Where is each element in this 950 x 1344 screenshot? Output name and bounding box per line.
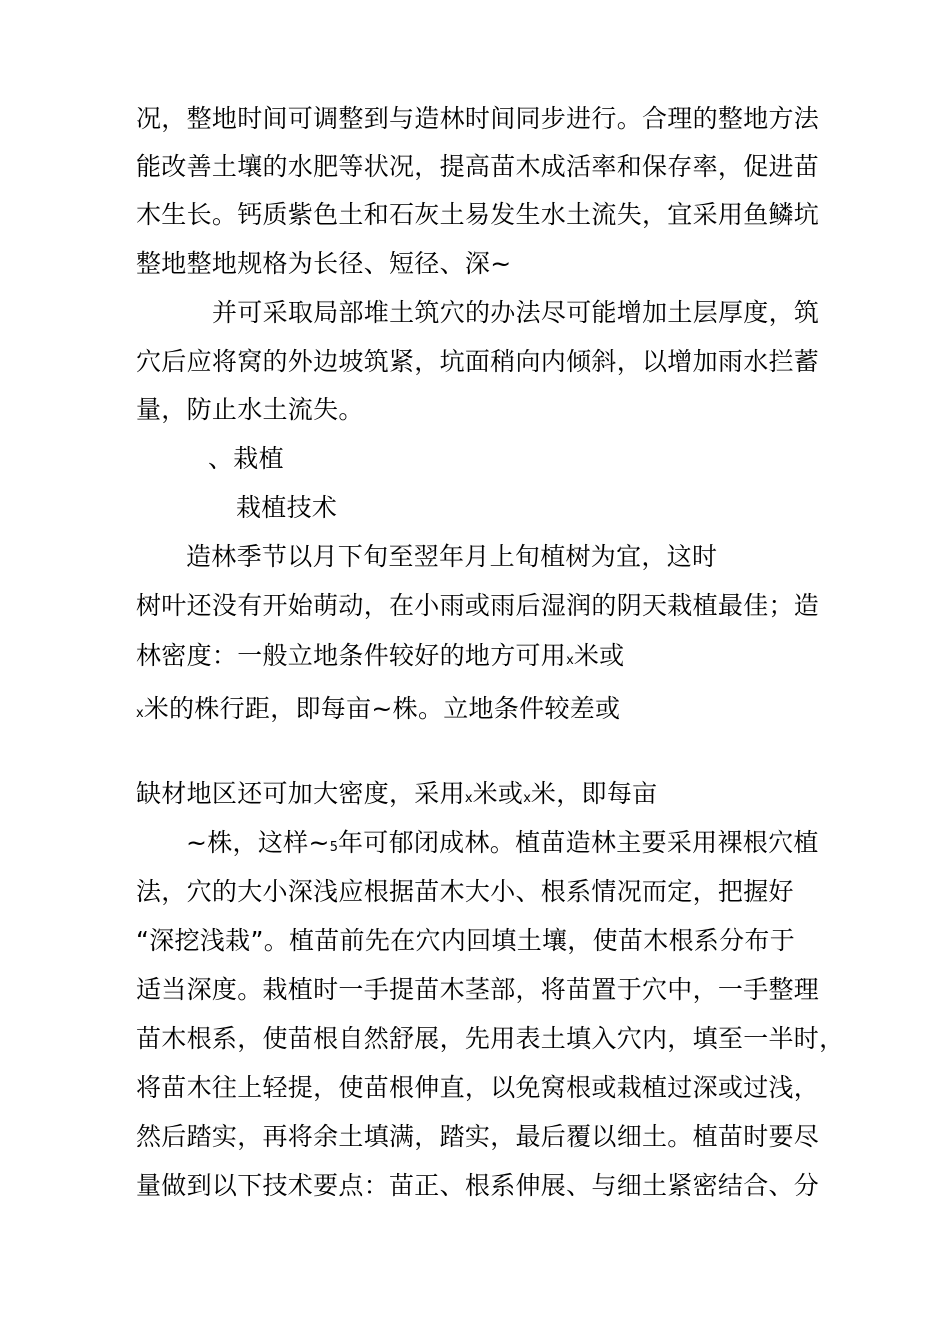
paragraph-line: “深挖浅栽”。植苗前先在穴内回填土壤，使苗木根系分布于 — [136, 926, 796, 955]
paragraph-line: 然后踏实，再将余土填满，踏实，最后覆以细土。植苗时要尽 — [136, 1122, 820, 1151]
paragraph-line: 造林季节以月下旬至翌年月上旬植树为宜，这时 — [186, 542, 718, 571]
paragraph-line: 能改善土壤的水肥等状况，提高苗木成活率和保存率，促进苗 — [136, 152, 820, 181]
paragraph-line: 况，整地时间可调整到与造林时间同步进行。合理的整地方法 — [136, 104, 820, 133]
paragraph-line: 适当深度。栽植时一手提苗木茎部，将苗置于穴中，一手整理 — [136, 975, 820, 1004]
paragraph-line: 林密度：一般立地条件较好的地方可用x米或 — [136, 641, 625, 670]
paragraph-line: 缺材地区还可加大密度，采用x米或x米，即每亩 — [136, 779, 658, 808]
paragraph-line: 穴后应将窝的外边坡筑紧，坑面稍向内倾斜，以增加雨水拦蓄 — [136, 347, 820, 376]
paragraph-line: 整地整地规格为长径、短径、深~ — [136, 249, 512, 278]
paragraph-line: 量，防止水土流失。 — [136, 395, 364, 424]
section-heading: 、栽植 — [208, 444, 284, 473]
paragraph-line: 量做到以下技术要点：苗正、根系伸展、与细土紧密结合、分 — [136, 1171, 820, 1200]
paragraph-line: 苗木根系，使苗根自然舒展，先用表土填入穴内，填至一半时， — [136, 1024, 845, 1053]
paragraph-line: 法，穴的大小深浅应根据苗木大小、根系情况而定，把握好 — [136, 877, 794, 906]
paragraph-line: 树叶还没有开始萌动，在小雨或雨后湿润的阴天栽植最佳；造 — [136, 591, 820, 620]
paragraph-line: ~株，这样~5年可郁闭成林。植苗造林主要采用裸根穴植 — [186, 828, 819, 857]
paragraph-line: 将苗木往上轻提，使苗根伸直，以免窝根或栽植过深或过浅， — [136, 1073, 820, 1102]
paragraph-line: 并可采取局部堆土筑穴的办法尽可能增加土层厚度，筑 — [212, 298, 820, 327]
paragraph-line: x米的株行距，即每亩~株。立地条件较差或 — [136, 694, 621, 723]
subsection-heading: 栽植技术 — [236, 493, 338, 522]
paragraph-line: 木生长。钙质紫色土和石灰土易发生水土流失，宜采用鱼鳞坑 — [136, 200, 820, 229]
